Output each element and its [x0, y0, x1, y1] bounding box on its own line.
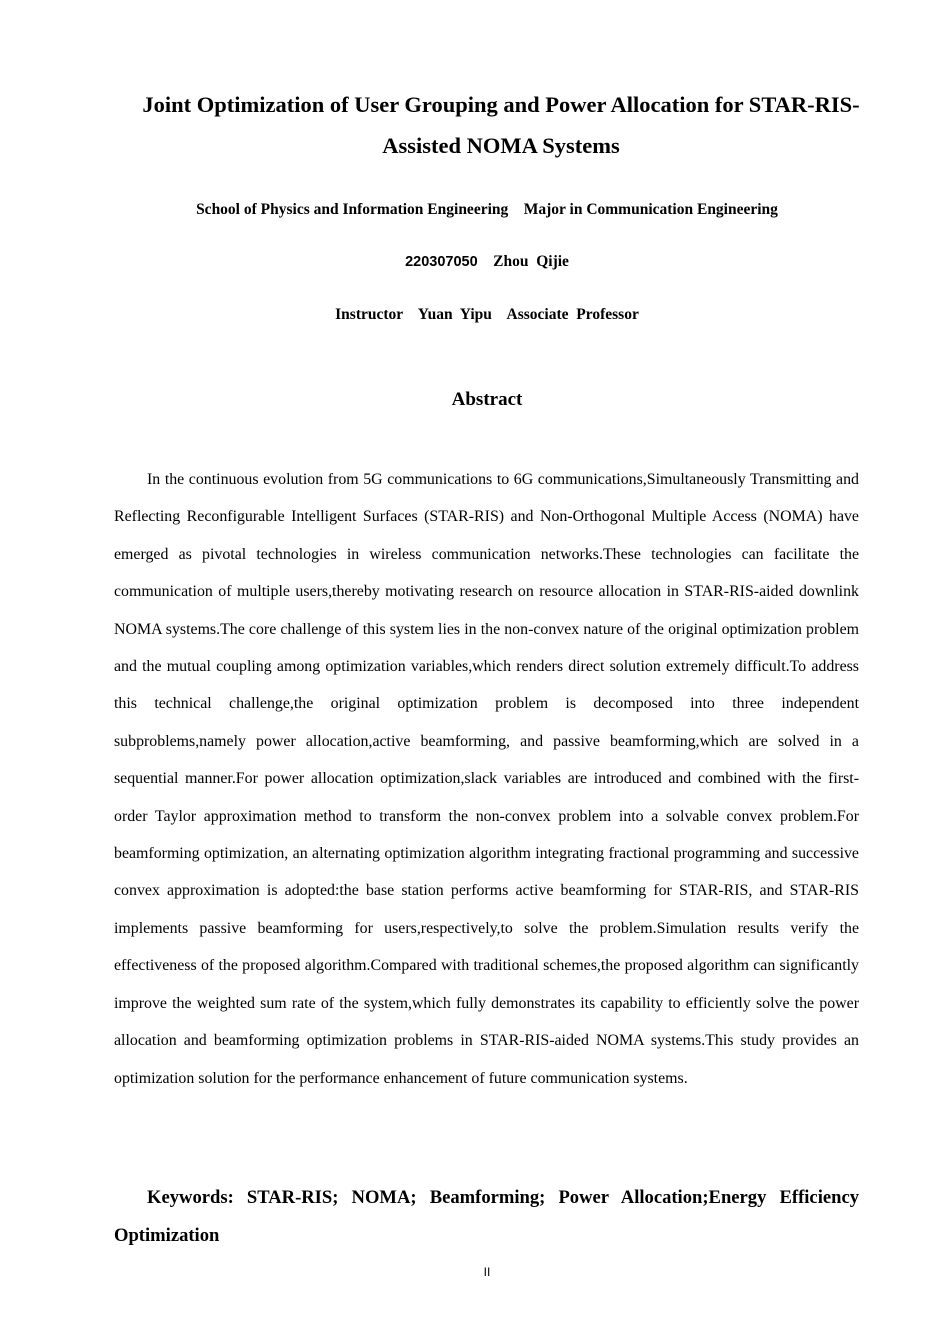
instructor-line: Instructor Yuan Yipu Associate Professor: [335, 306, 639, 323]
keywords: Keywords: STAR-RIS; NOMA; Beamforming; Power Allocation;Energy Efficiency Optimization: [114, 1187, 859, 1246]
abstract-heading: Abstract: [451, 389, 523, 410]
student-name: Zhou Qijie: [477, 253, 569, 270]
student-line: [0, 252, 950, 272]
page-number: II: [483, 1265, 491, 1279]
student-id: 220307050: [405, 254, 478, 270]
paper-title: Joint Optimization of User Grouping and Power Allocation for STAR-RIS-Assisted NOMA Systems: [142, 92, 860, 158]
school-major-line: School of Physics and Information Engineering Major in Communication Engineering: [196, 201, 778, 218]
abstract-body: In the continuous evolution from 5G communications to 6G communications,Simultaneously Transmitting and Reflecting Reconfigurable Intelligent Surfaces (STAR-RIS) and Non-Orthogonal Multiple Access (NOMA) have emerged as pivotal technologies in wireless communication networks.These technologies can facilitate the communication of multiple users,thereby motivating research on resource allocation in STAR-RIS-aided downlink NOMA systems.The core challenge of this system lies in the non-convex nature of the original optimization problem and the mutual coupling among optimization variables,which renders direct solution extremely difficult.To address this technical challenge,the original optimization problem is decomposed into three independent subproblems,namely power allocation,active beamforming, and passive beamforming,which are solved in a sequential manner.For power allocation optimization,slack variables are introduced and combined with the first-order Taylor approximation method to transform the non-convex problem into a solvable convex problem.For beamforming optimization, an alternating optimization algorithm integrating fractional programming and successive convex approximation is adopted:the base station performs active beamforming for STAR-RIS, and STAR-RIS implements passive beamforming for users,respectively,to solve the problem.Simulation results verify the effectiveness of the proposed algorithm.Compared with traditional schemes,the proposed algorithm can significantly improve the weighted sum rate of the system,which fully demonstrates its capability to efficiently solve the power allocation and beamforming optimization problems in STAR-RIS-aided NOMA systems.This study provides an optimization solution for the performance enhancement of future communication systems.: [114, 471, 859, 1087]
